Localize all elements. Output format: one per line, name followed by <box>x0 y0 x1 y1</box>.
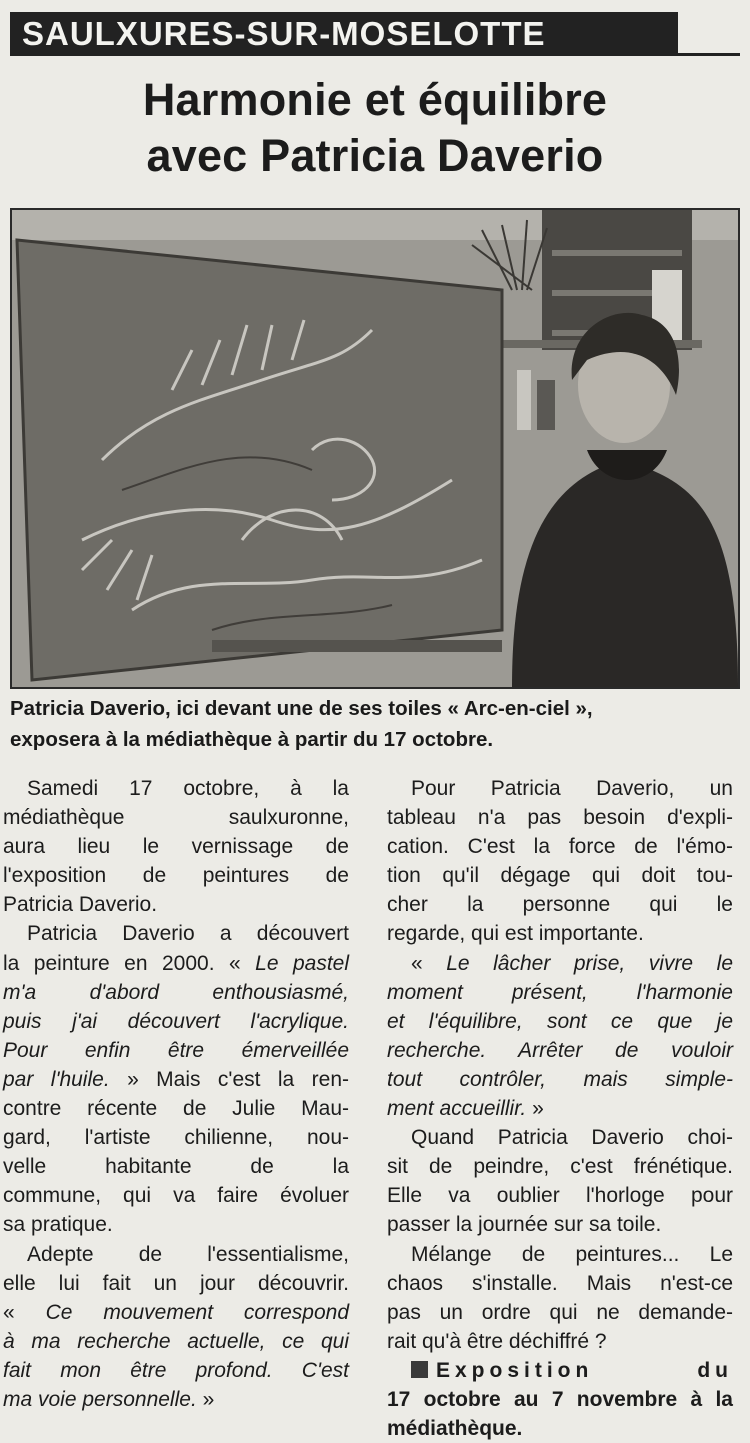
text-line: sit de peindre, c'est frénétique. <box>387 1155 733 1179</box>
text-line: recherche. Arrêter de vouloir <box>387 1038 733 1062</box>
painting-canvas <box>17 240 502 680</box>
kicker-rule <box>678 53 740 56</box>
paragraph <box>387 774 733 949</box>
photo-illustration <box>12 210 738 687</box>
photo-caption <box>10 693 750 755</box>
caption-line-2: exposera à la médiathèque à partir du 17 octobre. <box>10 728 494 751</box>
text-line: sa pratique. <box>3 1213 113 1237</box>
bullet-square-icon <box>411 1361 428 1378</box>
text-line: tion qu'il dégage qui doit tou- <box>387 864 733 888</box>
text-line: tout contrôler, mais simple- <box>387 1067 733 1091</box>
text-line: Adepte de l'essentialisme, <box>27 1242 349 1266</box>
text-line: gard, l'artiste chilienne, nou- <box>3 1126 349 1150</box>
text-line: à ma recherche actuelle, ce qui <box>3 1329 349 1353</box>
paragraph <box>3 919 349 1239</box>
paragraph <box>387 1240 733 1356</box>
section-kicker: SAULXURES-SUR-MOSELOTTE <box>10 12 678 56</box>
text-line: médiathèque saulxuronne, <box>3 806 349 830</box>
text-line: médiathèque. <box>387 1417 523 1441</box>
section-banner <box>10 12 740 58</box>
text-line: ma voie personnelle. » <box>3 1387 215 1411</box>
exhibition-info <box>387 1356 733 1443</box>
text-line: Pour enfin être émerveillée <box>3 1038 349 1062</box>
text-line: Quand Patricia Daverio choi- <box>411 1126 733 1150</box>
text-line: regarde, qui est importante. <box>387 922 644 946</box>
text-line: rait qu'à être déchiffré ? <box>387 1329 607 1353</box>
text-line: Patricia Daverio a découvert <box>27 922 349 946</box>
easel <box>212 640 502 652</box>
article-photo <box>10 208 740 689</box>
text-line: « Ce mouvement correspond <box>3 1300 349 1324</box>
text-line: Exposition du <box>387 1356 733 1385</box>
text-line: Pour Patricia Daverio, un <box>411 777 733 800</box>
headline-line-2: avec Patricia Daverio <box>146 130 604 181</box>
article-column-right <box>387 774 733 1443</box>
text-line: tableau n'a pas besoin d'expli- <box>387 806 733 830</box>
text-line: moment présent, l'harmonie <box>387 980 733 1004</box>
text-line: Samedi 17 octobre, à la <box>27 777 349 800</box>
text-line: l'exposition de peintures de <box>3 864 349 888</box>
article-column-left <box>3 774 349 1414</box>
text-line: ment accueillir. » <box>387 1097 544 1121</box>
text-line: elle lui fait un jour découvrir. <box>3 1271 349 1295</box>
text-line: par l'huile. » Mais c'est la ren- <box>3 1067 349 1091</box>
text-line: et l'équilibre, sont ce que je <box>387 1009 733 1033</box>
text-line: commune, qui va faire évoluer <box>3 1184 349 1208</box>
text-line: Mélange de peintures... Le <box>411 1242 733 1266</box>
text-line: puis j'ai découvert l'acrylique. <box>3 1009 349 1033</box>
text-line: contre récente de Julie Mau- <box>3 1097 349 1121</box>
text-line: velle habitante de la <box>3 1155 349 1179</box>
paragraph <box>387 1123 733 1239</box>
paragraph <box>3 1240 349 1415</box>
headline-line-1: Harmonie et équilibre <box>142 74 608 125</box>
text-line: Patricia Daverio. <box>3 893 158 917</box>
text-line: aura lieu le vernissage de <box>3 835 349 859</box>
text-line: m'a d'abord enthousiasmé, <box>3 980 349 1004</box>
headline <box>10 72 740 184</box>
text-line: passer la journée sur sa toile. <box>387 1213 662 1237</box>
text-line: cation. C'est la force de l'émo- <box>387 835 733 859</box>
caption-line-1: Patricia Daverio, ici devant une de ses toiles « Arc-en-ciel », <box>10 697 593 720</box>
text-line: pas un ordre qui ne demande- <box>387 1300 733 1324</box>
text-line: 17 octobre au 7 novembre à la <box>387 1387 733 1411</box>
text-line: cher la personne qui le <box>387 893 733 917</box>
text-line: « Le lâcher prise, vivre le <box>411 951 733 975</box>
paragraph <box>387 949 733 1124</box>
text-line: Elle va oublier l'horloge pour <box>387 1184 733 1208</box>
text-line: chaos s'installe. Mais n'est-ce <box>387 1271 733 1295</box>
paragraph <box>3 774 349 919</box>
text-line: fait mon être profond. C'est <box>3 1358 349 1382</box>
text-line: la peinture en 2000. « Le pastel <box>3 951 349 975</box>
